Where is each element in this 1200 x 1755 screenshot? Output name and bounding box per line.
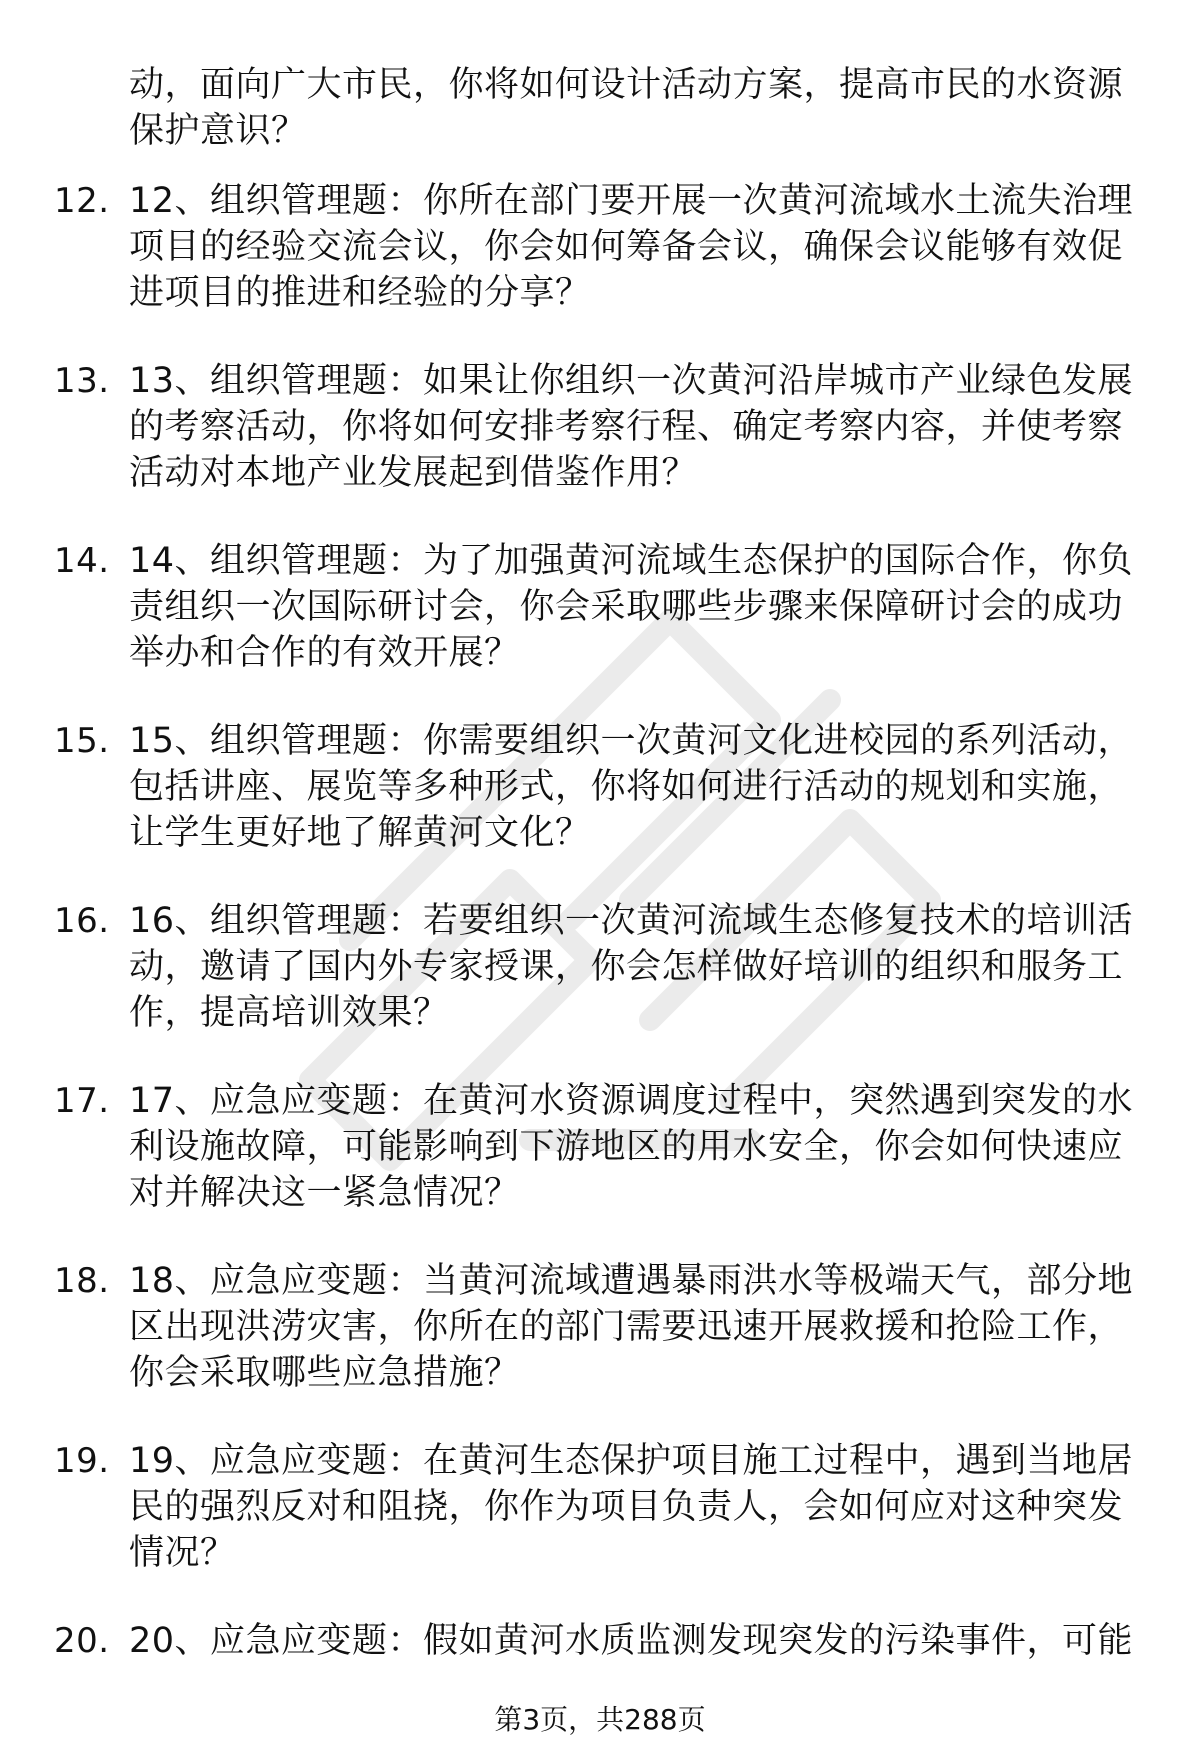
item-text: 17、应急应变题：在黄河水资源调度过程中，突然遇到突发的水利设施故障，可能影响到下游地区的用水安全，你会如何快速应对并解决这一紧急情况？ bbox=[129, 1081, 1134, 1213]
item-number: 15. bbox=[54, 721, 110, 761]
page-footer: 第3页，共288页 bbox=[494, 1703, 706, 1736]
item-number: 18. bbox=[54, 1261, 110, 1301]
item-number: 14. bbox=[54, 541, 110, 581]
list-item bbox=[0, 1438, 1139, 1576]
list-item bbox=[0, 178, 1139, 316]
item-number: 19. bbox=[54, 1441, 110, 1481]
list-item bbox=[0, 898, 1139, 1036]
list-item bbox=[0, 1618, 1139, 1664]
item-text: 18、应急应变题：当黄河流域遭遇暴雨洪水等极端天气，部分地区出现洪涝灾害，你所在的部门需要迅速开展救援和抢险工作，你会采取哪些应急措施？ bbox=[129, 1261, 1134, 1393]
continued-paragraph: 动，面向广大市民，你将如何设计活动方案，提高市民的水资源保护意识？ bbox=[129, 65, 1124, 151]
list-item bbox=[0, 718, 1139, 856]
item-number: 17. bbox=[54, 1081, 110, 1121]
item-text: 16、组织管理题：若要组织一次黄河流域生态修复技术的培训活动，邀请了国内外专家授课，你会怎样做好培训的组织和服务工作，提高培训效果？ bbox=[129, 901, 1134, 1033]
item-text: 19、应急应变题：在黄河生态保护项目施工过程中，遇到当地居民的强烈反对和阻挠，你作为项目负责人，会如何应对这种突发情况？ bbox=[129, 1441, 1134, 1573]
item-text: 12、组织管理题：你所在部门要开展一次黄河流域水土流失治理项目的经验交流会议，你会如何筹备会议，确保会议能够有效促进项目的推进和经验的分享？ bbox=[129, 181, 1134, 313]
list-item bbox=[0, 538, 1139, 676]
item-text: 20、应急应变题：假如黄河水质监测发现突发的污染事件，可能 bbox=[129, 1621, 1134, 1661]
item-text: 13、组织管理题：如果让你组织一次黄河沿岸城市产业绿色发展的考察活动，你将如何安排考察行程、确定考察内容，并使考察活动对本地产业发展起到借鉴作用？ bbox=[129, 361, 1134, 493]
item-text: 15、组织管理题：你需要组织一次黄河文化进校园的系列活动，包括讲座、展览等多种形式，你将如何进行活动的规划和实施，让学生更好地了解黄河文化？ bbox=[129, 721, 1134, 853]
item-number: 20. bbox=[54, 1621, 110, 1661]
item-text: 14、组织管理题：为了加强黄河流域生态保护的国际合作，你负责组织一次国际研讨会，你会采取哪些步骤来保障研讨会的成功举办和合作的有效开展？ bbox=[129, 541, 1134, 673]
item-number: 13. bbox=[54, 361, 110, 401]
list-item bbox=[0, 358, 1139, 496]
item-number: 12. bbox=[54, 181, 110, 221]
item-number: 16. bbox=[54, 901, 110, 941]
document-content bbox=[0, 62, 1200, 1706]
question-list bbox=[0, 178, 1200, 1664]
list-item bbox=[0, 1078, 1139, 1216]
list-item bbox=[0, 1258, 1139, 1396]
